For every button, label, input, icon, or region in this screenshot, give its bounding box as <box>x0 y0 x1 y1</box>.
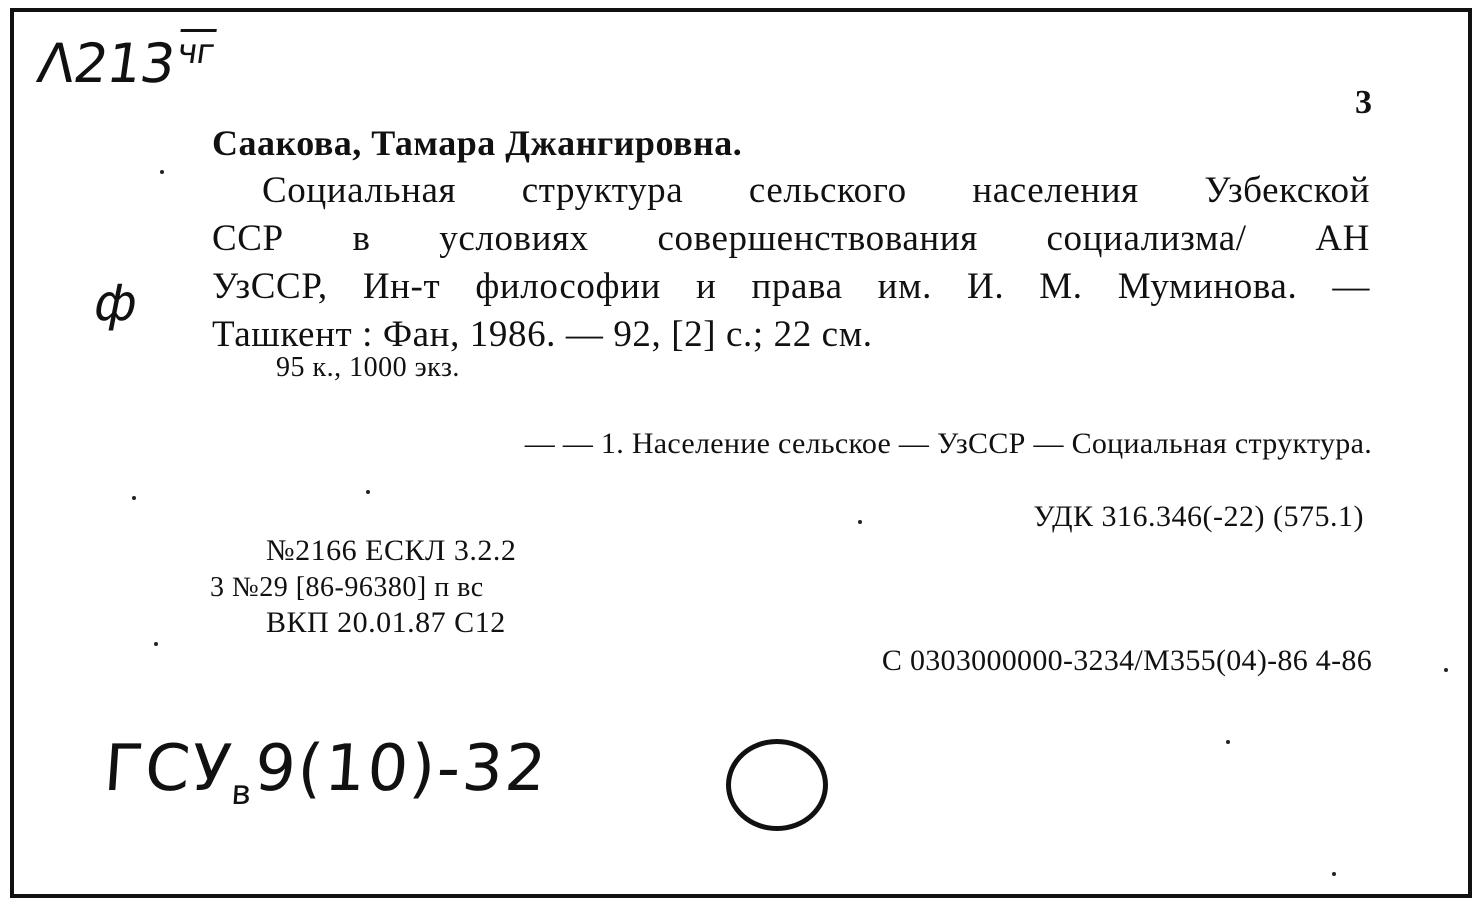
scan-speck <box>1226 740 1230 744</box>
scan-speck <box>858 520 862 524</box>
handwritten-letter-mark: ф <box>94 274 137 332</box>
scan-speck <box>160 170 164 174</box>
catalog-line: №2166 ЕСКЛ 3.2.2 <box>266 534 517 567</box>
handwritten-shelfmark: $ГСУ_в9(10)-32$ <box>101 732 551 813</box>
catalog-line: 3 №29 [86-96380] п вс <box>210 572 484 603</box>
scan-speck <box>154 642 158 646</box>
price-and-print-run: 95 к., 1000 экз. <box>276 352 460 383</box>
description-line: УзССР, Ин-т философии и права им. И. М. Муминова. — <box>212 266 1370 307</box>
description-line: Социальная структура сельского населения Узбекской <box>262 170 1370 211</box>
catalog-line: ВКП 20.01.87 С12 <box>266 606 506 639</box>
description-line: Ташкент : Фан, 1986. — 92, [2] с.; 22 см. <box>212 314 873 355</box>
handwritten-inventory-number: $\Lambda 213^{чг}$ <box>34 32 217 95</box>
bibliographic-description <box>212 167 1370 359</box>
description-line: ССР в условиях совершенствования социализма/ АН <box>212 218 1370 259</box>
author-heading: Саакова, Тамара Джангировна. <box>212 123 743 163</box>
circle-mark <box>726 739 828 831</box>
handwritten-inventory-suffix: чг <box>175 29 217 72</box>
scan-speck <box>1332 872 1336 876</box>
catalog-card <box>10 8 1472 898</box>
udc-classification: УДК 316.346(-22) (575.1) <box>1033 500 1364 533</box>
scan-speck <box>1444 668 1448 672</box>
publication-code: С 0303000000-3234/М355(04)-86 4-86 <box>881 644 1372 677</box>
card-number: 3 <box>1355 84 1372 121</box>
scan-speck <box>366 490 370 494</box>
subject-heading: — — 1. Население сельское — УзССР — Социальная структура. <box>524 427 1372 460</box>
scan-speck <box>132 496 136 500</box>
handwritten-shelfmark-sub: в <box>229 772 255 813</box>
